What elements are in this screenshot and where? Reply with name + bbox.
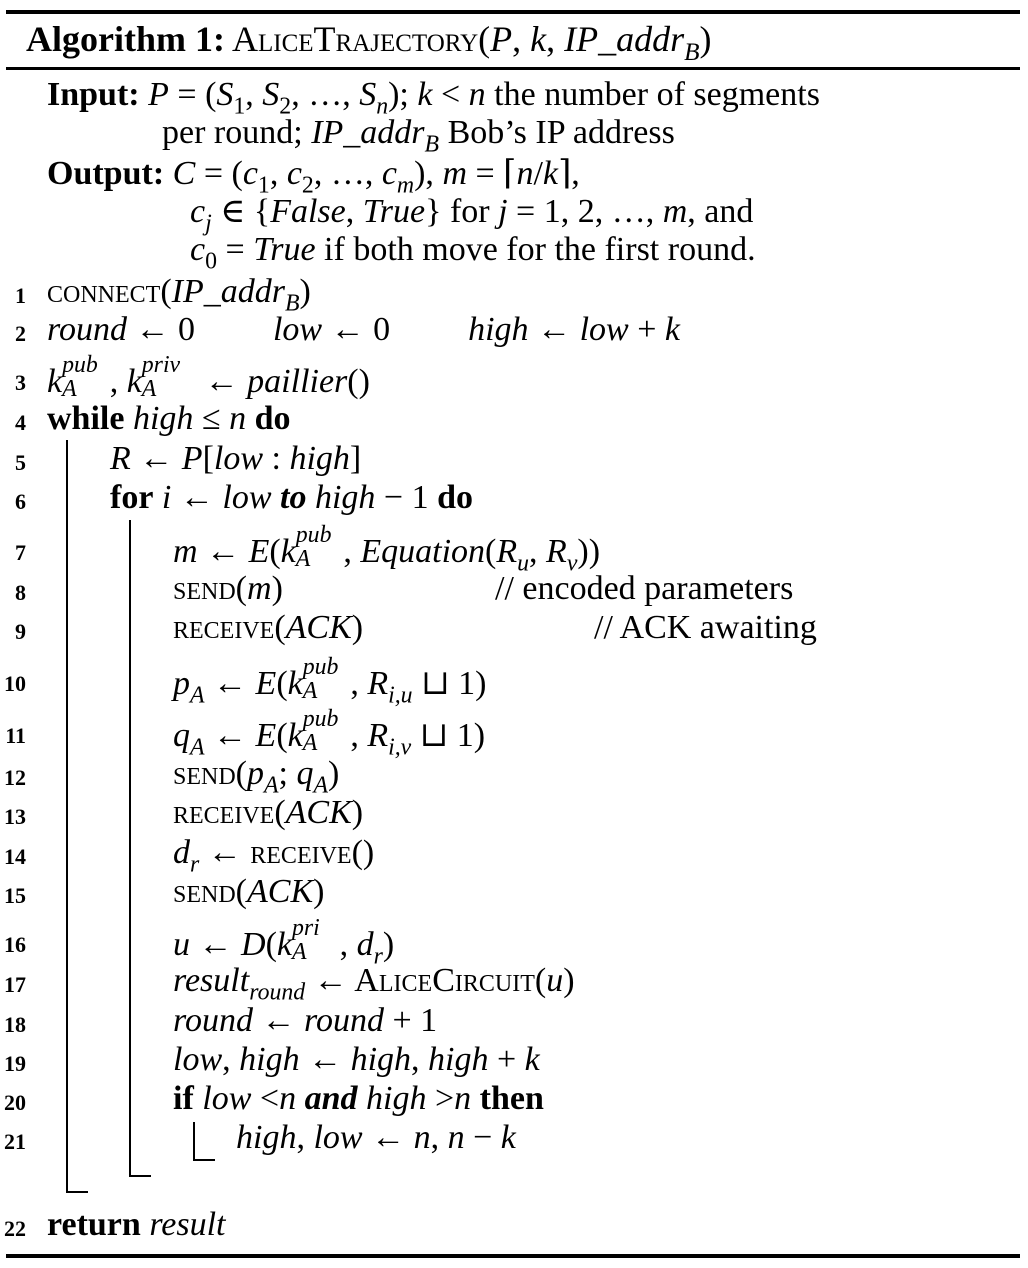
- line-number: 13: [4, 804, 26, 829]
- line-number: 12: [4, 765, 26, 790]
- line-number: 19: [4, 1051, 26, 1076]
- line-number: 6: [15, 489, 26, 514]
- line-number: 1: [15, 283, 26, 308]
- code-line-14: $d_r$ ← receive(): [173, 834, 375, 878]
- line-number: 9: [15, 619, 26, 644]
- code-line-6: for i ← low to high − 1 do: [110, 479, 474, 516]
- code-line-20: if low <n and high >n then: [173, 1080, 544, 1117]
- code-line-2: round ← 0 low ← 0 high ← low + k: [47, 311, 680, 348]
- code-line-19: low, high ← high, high + k: [173, 1041, 540, 1078]
- line-number: 2: [15, 321, 26, 346]
- code-line-18: round ← round + 1: [173, 1002, 438, 1039]
- output-line-2: $c_j$ ∈ {False, True} for j = 1, 2, …, m, and: [190, 193, 754, 237]
- code-line-1: connect(IP_addr$_B$): [47, 273, 311, 317]
- for-block-bar: [129, 520, 131, 1176]
- line-number: 16: [4, 932, 26, 957]
- top-rule: [6, 10, 1020, 14]
- line-number: 21: [4, 1129, 26, 1154]
- line-number: 20: [4, 1090, 26, 1115]
- algorithm-label: Algorithm 1:: [26, 19, 225, 59]
- code-line-10: $p_A$ ← E(k pub A , $R_{i,u}$ ⊔ 1): [173, 653, 487, 709]
- for-block-foot: [129, 1175, 151, 1177]
- code-line-16: u ← D(k pri A , $d_r$): [173, 914, 395, 970]
- code-line-11: $q_A$ ← E(k pub A , $R_{i,v}$ ⊔ 1): [173, 705, 486, 761]
- line-number: 17: [4, 972, 26, 997]
- code-line-9: receive(ACK): [173, 609, 364, 646]
- input-line-1: Input: $P = (S_1$, $S_2$, …, $S_n$); k < n the number of segments: [47, 76, 820, 120]
- line-number: 8: [15, 580, 26, 605]
- code-line-13: receive(ACK): [173, 794, 364, 831]
- code-line-8: send(m): [173, 570, 283, 607]
- output-line-1: Output: $C = (c_1$, $c_2$, …, $c_m$), m = ⌈n/k⌉,: [47, 155, 580, 199]
- code-line-5: R ← P[low : high]: [110, 440, 362, 477]
- code-line-3: k pub A , k priv A ← paillier(): [47, 351, 370, 402]
- code-line-7: m ← E(k pub A , $Equation(R_u$, $R_v$)): [173, 521, 601, 577]
- output-line-3: $c_0$ = True if both move for the first round.: [190, 231, 756, 275]
- line-number: 7: [15, 540, 26, 565]
- comment-ack-awaiting: // ACK awaiting: [594, 609, 817, 646]
- comment-encoded-parameters: // encoded parameters: [495, 570, 794, 607]
- code-line-21: high, low ← n, n − k: [236, 1119, 516, 1156]
- line-number: 11: [5, 723, 26, 748]
- line-number: 5: [15, 450, 26, 475]
- bottom-rule: [6, 1254, 1020, 1258]
- code-line-15: send(ACK): [173, 873, 325, 910]
- if-block-bar: [193, 1122, 195, 1160]
- algorithm-name: AliceTrajectory: [231, 19, 479, 59]
- while-block-foot: [66, 1191, 88, 1193]
- while-block-bar: [66, 440, 68, 1192]
- line-number: 18: [4, 1012, 26, 1037]
- line-number: 3: [15, 370, 26, 395]
- line-number: 22: [4, 1216, 26, 1241]
- code-line-22: return result: [47, 1206, 226, 1243]
- code-line-12: $send(p_A$; $q_A$): [173, 755, 340, 799]
- code-line-4: while high ≤ n do: [47, 400, 291, 437]
- code-line-17: result$_{round}$ ← AliceCircuit(u): [173, 962, 575, 1006]
- line-number: 10: [4, 671, 26, 696]
- header-rule: [6, 67, 1020, 70]
- if-block-foot: [193, 1159, 215, 1161]
- algorithm-title: Algorithm 1: AliceTrajectory(P, k, IP_addr$_B$): [26, 19, 712, 66]
- input-line-2: per round; IP_addr$_B$ Bob’s IP address: [162, 114, 675, 158]
- line-number: 4: [15, 410, 26, 435]
- line-number: 15: [4, 883, 26, 908]
- line-number: 14: [4, 844, 26, 869]
